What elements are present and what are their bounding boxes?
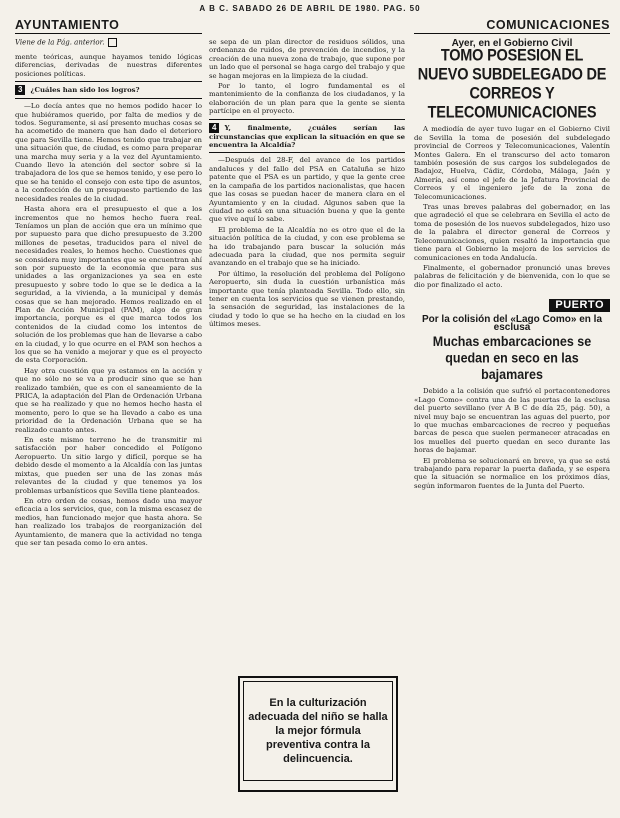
section-head-comunicaciones: COMUNICACIONES [414, 18, 610, 34]
promo-text: En la culturización adecuada del niño se halla la mejor fórmula preventiva contra la delincuencia. [243, 681, 393, 781]
section-head-ayuntamiento: AYUNTAMIENTO [15, 18, 202, 34]
news-column [414, 38, 610, 813]
interview-column-2 [209, 38, 405, 778]
paragraph: En otro orden de cosas, hemos dado una mayor eficacia a los servicios, que, con la misma escasez de medios, han funcionado mejor que hasta ahora. Se han realizado los trabajos de reorganización del Ayuntamiento, de manera que la actividad no tenga que ser tan pesada como lo era antes. [15, 496, 202, 547]
paragraph: Por último, la resolución del problema del Polígono Aeropuerto, sin duda la cuestión urbanística más importante que tenía planteada Sevilla. Todo ello, sin tener en cuenta los servicios que se vienen prestando, la sensación de seguridad, las instalaciones de la ciudad y todo lo que se ha hecho en la ciudad en los últimos meses. [209, 269, 405, 329]
interview-column-1 [15, 38, 202, 813]
headline-puerto: Muchas embarcaciones se quedan en seco en las bajamares [432, 334, 592, 383]
question-3: 3 ¿Cuáles han sido los logros? [15, 85, 202, 95]
paragraph: Tras unas breves palabras del gobernador, en las que agradeció el que se celebrara en Sevilla el acto de toma de posesión de los nuevos subdelegados, hizo uso de la palabra el director general de Correos y Telecomunicaciones, quien resaltó la importancia que tiene para el Gobierno la mejora de los servicios de comunicaciones en toda Andalucía. [414, 203, 610, 262]
headline-correos: TOMO POSESION EL NUEVO SUBDELEGADO DE CORREOS Y TELECOMUNICACIONES [417, 47, 607, 123]
paragraph: A mediodía de ayer tuvo lugar en el Gobierno Civil de Sevilla la toma de posesión del subdelegado provincial de Correos y Telecomunicaciones, Valentín Montes Galera. En el transcurso del acto tomaron también posesión de sus cargos los subdelegados de Badajoz, Huelva, Cádiz, Córdoba, Málaga, Jaén y Almería, así como el jefe de la Jefatura Provincial de Correos y el ingeniero jefe de la zona de Telecomunicaciones. [414, 125, 610, 201]
paragraph: —Lo decía antes que no hemos podido hacer lo que hubiéramos querido, por falta de medios y de todos. Seguramente, si así presento muchas cosas se ha acometido de manera que han dado el deterioro que para Sevilla tiene. Hemos tenido que trabajar en una situación que, de ciudad, es como para preparar una marcha muy seria y a la vez del Ayuntamiento. Cuando llevo la atención del sector sobre si la trabajadora de los que se hemos tenido, y ese pero lo que se ha tenido el consejo con este tipo de asuntos, a la confección de un presupuesto partiendo de las necesidades reales de la ciudad. [15, 102, 202, 203]
running-head: A B C. SABADO 26 DE ABRIL DE 1980. PAG. 50 [199, 4, 421, 13]
kicker-gobierno-civil: Ayer, en el Gobierno Civil [451, 38, 573, 49]
continuation-box-icon [108, 38, 117, 47]
divider [209, 119, 405, 120]
paragraph: Por lo tanto, el logro fundamental es el mantenimiento de la confianza de los ciudadanos, y la elaboración de un plan para que la gente se sienta partícipe en el proyecto. [209, 82, 405, 116]
divider [15, 81, 202, 82]
continuation-line: Viene de la Pág. anterior. [15, 38, 202, 47]
divider [15, 98, 202, 99]
question-number: 3 [15, 85, 25, 95]
paragraph: En este mismo terreno he de transmitir mi satisfacción por haber concedido el Polígono Aeropuerto. Un sitio largo y difícil, porque se ha debido desde el momento a la Alcaldía con las juntas mixtas, que pueden ser una de las zonas más relevantes de la ciudad y que tenemos ya los problemas urbanísticos que Sevilla tiene planteados. [15, 436, 202, 495]
paragraph: Hay otra cuestión que ya estamos en la acción y que no sólo no se va a producir sino que se han realizado también, que es con el saneamiento de la PRICA, la adaptación del Plan de Ordenación Urbana que se ha realizado y que no hemos hecho hasta el momento, pero lo que se ha llevado a cabo es una prioridad de la Ordenación Urbana que se ha realizado cuanto antes. [15, 366, 202, 434]
paragraph: El problema de la Alcaldía no es otro que el de la situación política de la ciudad, y con ese problema se ha ido trabajando para buscar la solución más adecuada para la ciudad, que nos permita seguir avanzando en el trabajo que se ha iniciado. [209, 225, 405, 268]
paragraph: Debido a la colisión que sufrió el portacontenedores «Lago Como» contra una de las puertas de la esclusa del puerto sevillano (ver A B C de día 25, pág. 50), a nivel muy bajo se encuentran las aguas del puerto, por lo que muchas embarcaciones de recreo y pequeñas barcas de pesca que suelen permanecer atracadas en los muelles del puerto quedan en seco durante las horas de bajamar. [414, 387, 610, 455]
paragraph: mente teóricas, aunque hayamos tenido lógicas diferencias, derivadas de nuestras diferentes posiciones políticas. [15, 53, 202, 78]
kicker-lago-como: Por la colisión del «Lago Como» en la esclusa [421, 313, 603, 333]
paragraph: —Después del 28-F, del avance de los partidos andaluces y del fallo del PSA en Cataluña se hizo patente que el PSA es un partido, y que la gente cree en la campaña de los partidos nacionalistas, que hacen que las cosas se puedan hacer de manera clara en el Ayuntamiento y en la ciudad. Algunos saben que la ciudad no está en una situación buena y que la gente que vive aquí lo sabe. [209, 156, 405, 224]
question-number: 4 [209, 123, 219, 133]
paragraph: Hasta ahora era el presupuesto el que a los incrementos que no hemos hecho fuera real. Teníamos un plan de acción que era un mínimo que por supuesto para que dicho presupuesto de 3.200 millones de pesetas, traducidos para el nivel de necesidades reales, lo hemos hecho. Cuestiones que se considera muy importantes que se encuentran ahí son por supuesto de la economía que para sus unidades a las organizaciones ya sea en este presupuesto y sobre todo lo que se le dedica a la seguridad, a la vivienda, a la municipal y demás cosas que se han mejorado. Hemos realizado en el Plan de Acción Municipal (PAM), algo de gran importancia, porque es el que marca todos los contenidos de la ciudad como los intentos de solución de los problemas que han de llevarse a cabo en la ciudad, y lo que ocurre en el PAM son hechos a los que se ha venido a mejorar y que es el proyecto de esta Corporación. [15, 205, 202, 365]
question-4: 4 Y, finalmente, ¿cuáles serían las circunstancias que explican la situación en que se encuentra la Alcaldía? [209, 122, 405, 150]
divider [209, 152, 405, 153]
promo-box [238, 676, 398, 792]
paragraph: se sepa de un plan director de residuos sólidos, una ordenanza de ruidos, de prevención de incendios, y la creación de una nueva zona de trabajo, que supone por un lado que el personal se haga cargo del trabajo y que se hagan mejoras en la limpieza de la ciudad. [209, 38, 405, 80]
paragraph: El problema se solucionará en breve, ya que se está trabajando para reparar la puerta dañada, y se espera que la situación se normalice en los próximos días, según informaron fuentes de la Junta del Puerto. [414, 456, 610, 490]
paragraph: Finalmente, el gobernador pronunció unas breves palabras de felicitación y de bienvenida, con lo que se dio por finalizado el acto. [414, 263, 610, 289]
section-badge-puerto: PUERTO [414, 299, 610, 311]
